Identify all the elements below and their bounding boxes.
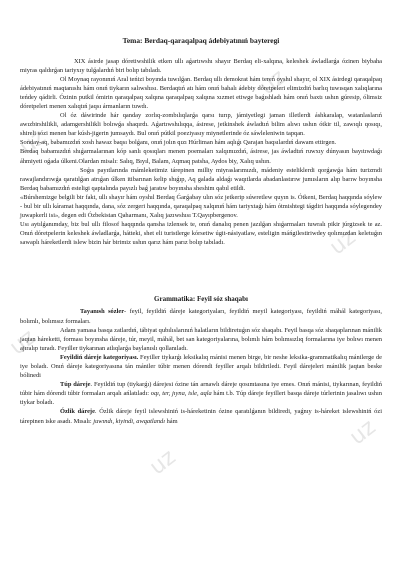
watermark: uz xyxy=(325,224,361,261)
watermark: uz xyxy=(15,124,51,161)
paragraph: Soǵıs payıtlarında mámleketimiz tárepinen milliy miyraslarımızdı, mádeniy esteliklerdi qorǵawǵa hám turizmdi rawajlandırıwǵa qaratılǵan atrıǵan úlken itibarınan kelip shıǵıp, Aq galada aldaǵı waqıtlarda abadanlastırıw jumısların alıp barıw boyınsha Berdaq babamızdıń esteligi qaptalında payızlı baǵ jaratıw boyınsha sheshim qabıl etildi. xyxy=(20,166,382,192)
paragraph: XIX ásirde jasap dóretiwshilik etken ullı aǵartıwshı shayır Berdaq eli-xalqına, keleshek áwladlarǵa ózinen biybaha miyras qaldırǵan tariyxıy tulǵalardıń biri bolıp tabıladı. xyxy=(20,57,382,74)
grammar-term: Túp dáreje xyxy=(60,381,91,389)
grammar-text: . Ózlik dáreje feyil islewshiniń is-háreketinin ózine qaratılǵanın bildiredi, yaǵnıy is-háreket islewshiniń ózi tárepinen iske asadı. Mısalı: xyxy=(20,408,382,425)
grammar-paragraph xyxy=(20,380,382,407)
grammar-term: Ózlik dáreje xyxy=(60,408,95,416)
paragraph: Ol Moynaq rayonınıń Aral teńizi boyında tuwılǵan. Berdaq ullı demokrat hám tereń oyshıl shayır, ol XIX ásirdegi qaraqalpaq ádebiyatınıń maqtanıshı hám onıń tiykarın salıwshısı. Berdaqtıń atı hám onıń bahalı ádebiy dóretpeleri elimizdiń barlıq tuwısqan xalıqlarına teńdey qádirli. Ózinin putkil ómirin qaraqalpaq xalqına qaraqalpaq xalqına xızmet etiwge baǵıshladı hám onıń baxtı ushın gúresip, ólimsiz dóretpeleri menen xalıqtıń jaqsı ármanların tuwdı. xyxy=(20,75,382,110)
grammar-paragraph xyxy=(20,326,382,353)
paragraph: Berdaq babamızdıń shıǵarmalarınan kóp sanlı qosıqları menen poemaları xalqımızdıń, ásirese, jas áwladtıń ruwxıy dúnyasın bayıtıwdaǵı áhmiyeti oǵada úlkeni.Olardan misalı: Salıq, Bıyıl, Balam, Aqmaq patsha, Aydos biy, Xalıq ushın. xyxy=(20,148,382,165)
watermark: uz xyxy=(5,324,41,361)
grammar-title: Grammatika: Feyil sóz shaqabı xyxy=(154,295,248,304)
grammar-text: . Feyildiń tup (tiykarǵı) dárejesi ózine tán arnawlı dáreje qosımtasına iye emes. Onıń mánisi, tiykarınan, feyildiń túbir hám dórendi túbir formaları arqalı ańlatıladı: xyxy=(20,381,382,398)
grammar-example: juwındı, kiyindi, awqatlandı xyxy=(93,417,166,425)
document-page xyxy=(20,0,382,426)
watermark: uz xyxy=(345,414,381,451)
section-gap xyxy=(20,247,382,295)
watermark: uz xyxy=(255,64,291,101)
grammar-term: Feyildiń dáreje kategoriyası. xyxy=(60,353,139,361)
paragraph: Ol óz dáwirinde hár qanday zorlıq-zombılıqlarǵa qarsı turıp, jámiyetlegi jaman illetlerdi áshkaralap, watanlaslarıń awızbirshilikli, adamgershilikli bolıwǵa shaqırdı. Aǵartıwshılıqqa, ásirese, jetkinshek áwladtıń bilim alıwı ushın ótkir til, zawıqlı qosıqı, shireli sózi menen bar kúsh-jigerin jumsaydı. Bul onıń pútkil poeziyasıy miynetlerinde óz sáwleleniwin tapqan. xyxy=(20,112,382,138)
watermark: uz xyxy=(145,444,181,481)
grammar-paragraph xyxy=(20,407,382,425)
grammar-paragraph xyxy=(20,307,382,325)
grammar-example: oqı, ter, jıyna, isle, aqla xyxy=(150,390,212,398)
paragraph: Sonday-aq, babamızdıń xosh hawaz baqsı bolǵanı, onıń jolın qızı Húrliman hám aqlıǵı Qarajan baqsılardıń dawam ettirgen. xyxy=(20,139,337,147)
grammar-paragraph xyxy=(20,353,382,380)
paragraph: «Búrshemizge belgili bir fakt, ullı shayır hám oyshıl Berdaq Ǵarǵabay ulın sóz jetkerip súwretlew quyın is. Ótkeni, Berdaq haqqında sóylew - bul bir ullı káramat haqqında, dana, sóz zergeri haqqında, qaraqalpaq xalqınıń hám tariyxtaǵı hám ótmishtegi tágdiri haqqında sóylegendey juwapkerli isi», degen edi Ózbekistan Qaharmanı, Xalıq jazıwshısı T.Qayıpbergenov. xyxy=(20,193,382,220)
grammar-text: Adam yamasa basqa zatlardıń, tábiyat qubılıslarınıń halatların bildiretuǵın sóz shaqabı. Feyil basqa sóz shaqaplarınan mánilik jaqtan háreketti, forması boyınsha dáreje, túr, meyil, máhál, bet san kategoriyalarına, bolımlı hám bolımsızlıq formalarına iye bolıwı menen ajıralıp turadı. Feyiller tiykarınan atlıqlarǵa baylanıslı qollanıladı. xyxy=(20,326,382,352)
grammar-text: hám xyxy=(165,417,178,425)
grammar-term: Tayanısh sózler xyxy=(80,308,125,316)
document-title: Tema: Berdaq-qaraqalpaq ádebiyatınıń bayteregi xyxy=(122,36,280,45)
grammar-text: hám t.b. Túp dáreje feyilleri basqa dáreje túrlerinin jasalıwı ushın tiykar boladı. xyxy=(20,390,382,407)
grammar-text: Feyiller tiykarǵı leksikalıq mánisi menen birge, bir neshe leksika-grammatikalıq mánilerge de iye boladı. Onıń dáreje kategoriyasına tán mániler túbir menen dórendi feyiller arqalı bildiriledi. Feyil dárejeleri mánilik jaqtan beske bólinedi xyxy=(20,353,382,380)
grammar-text: - feyil, feyildiń dáreje kategoriyaları, feyildiń meyil kategoriyası, feyildiń máhál kategoriyası, bolımlı, bolımsız formaları. xyxy=(20,308,382,325)
paragraph: Usı aytılǵanımday, biz bul ullı filosof haqqında qansha izlensek te, onıń danalıq penen jazılǵan shıǵarmaları tuwralı pikir júrgizsek te az. Onıń dóretpelerin keleshek áwladlarǵa, hátteki, shet eli turistlerge kórsetiw úgit-násiyatlaw, esteligin máńgilestiriwdey qolımızdan keletuǵın sawaplı háreketlerdi islew bizin hár birimiz ushın qarız hám parız bolıp tabıladı. xyxy=(20,221,382,247)
